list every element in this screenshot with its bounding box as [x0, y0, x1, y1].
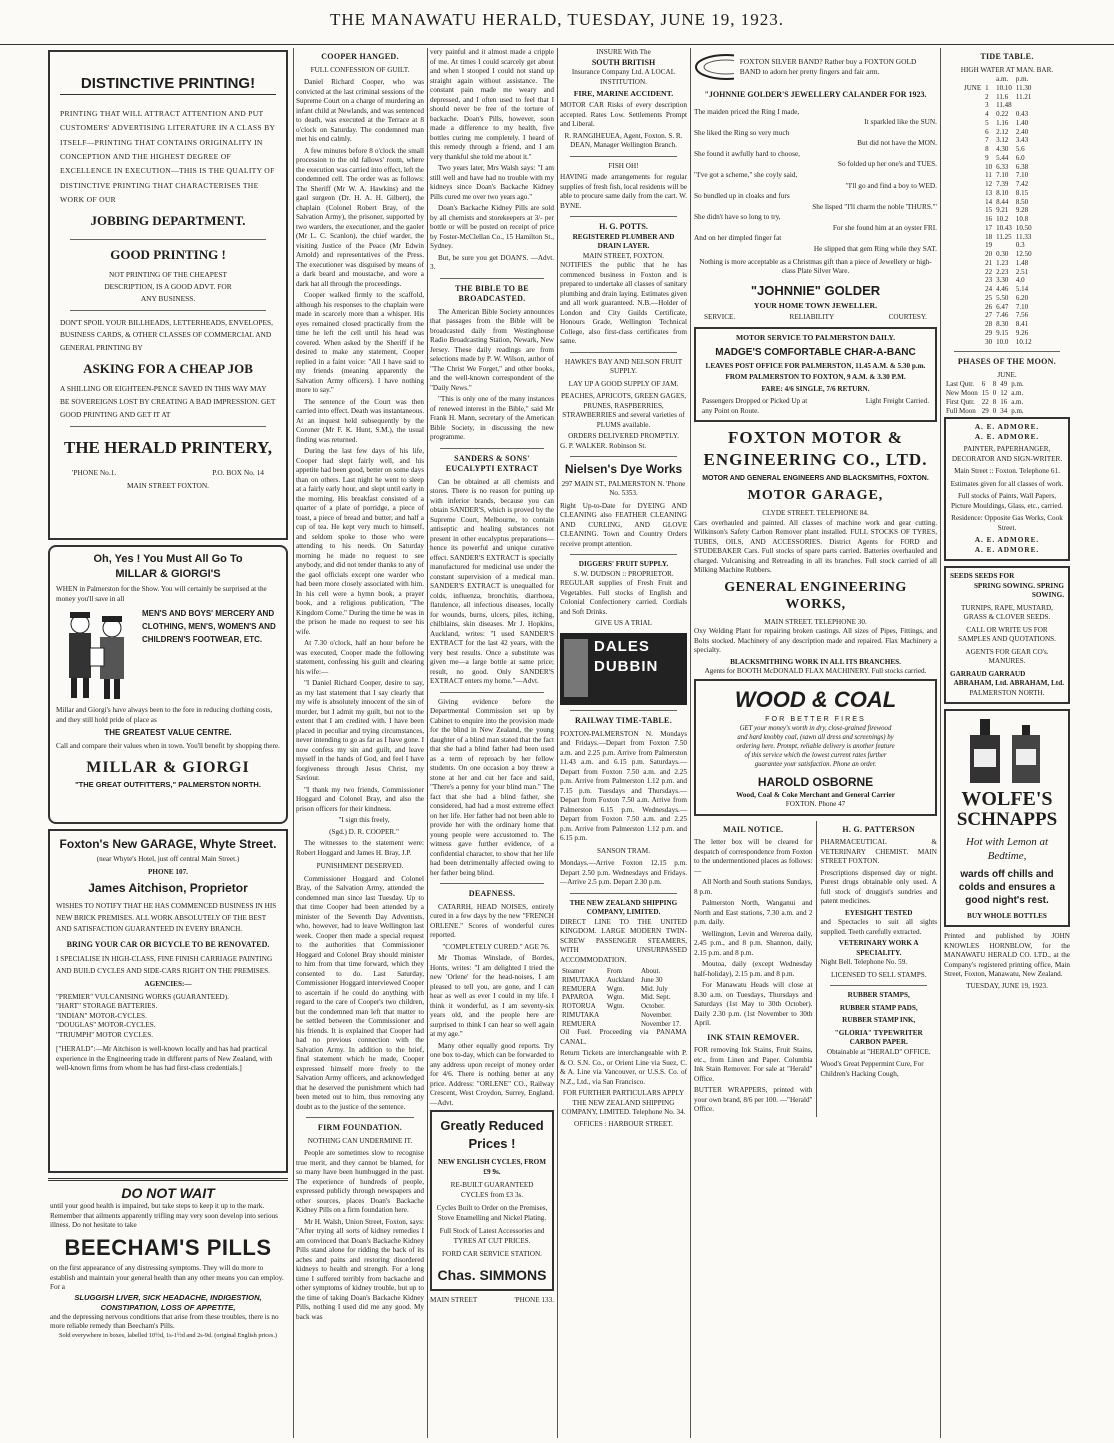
- dales-dubbin-ad: [560, 633, 687, 705]
- foxton-motor-title: FOXTON MOTOR & ENGINEERING CO., LTD.: [703, 428, 928, 469]
- table-row: 4 0.22 0.43: [985, 110, 1029, 119]
- table-row: 27 7.46 7.56: [985, 311, 1029, 320]
- motor-service: MOTOR SERVICE TO PALMERSTON DAILY.: [735, 332, 896, 342]
- millar-centre: THE GREATEST VALUE CENTRE.: [104, 728, 232, 738]
- table-row: Full Moon 29 0 34 p.m.: [946, 406, 1024, 415]
- wolfe-title: WOLFE'S: [961, 787, 1053, 810]
- diggers-proprietor: S. W. DUDSON :: PROPRIETOR.: [573, 569, 674, 578]
- madge-passengers: Passengers Dropped or Picked Up at any Point on Route.: [702, 397, 808, 415]
- dales-title: DALES DUBBIN: [594, 637, 659, 675]
- article-heading: FIRM FOUNDATION.: [317, 1123, 403, 1133]
- night-bell: Night Bell. Telephone No. 59.: [820, 958, 908, 967]
- article-paragraph: But, be sure you get DOAN'S. —Advt. 3.: [430, 253, 554, 271]
- article-paragraph: "I Daniel Richard Cooper, desire to say, as my last statement that I say clearly that my wife is absolutely innocent of the sin of murder, but I admit my guilt, but not to the extent that I am credited with. I have been placed in peculiar and trying circumstances, never intending to go as far as I have gone. I now confess my sin and guilt, and leave myself in the hands of God, and feel I have forgiveness through Jesus Christ, my Saviour.: [296, 679, 424, 783]
- table-row: RIMUTAKA Auckland June 30: [562, 975, 663, 984]
- nzsc-title: THE NEW ZEALAND SHIPPING COMPANY, LIMITED.: [569, 898, 678, 917]
- rubber-stamp-ink: RUBBER STAMP INK,: [842, 1016, 916, 1025]
- beecham-text-3: and the depressing nervous conditions that arise from these troubles, there is no more reliable remedy than Beecham's Pills.: [50, 1312, 279, 1331]
- garage-bring: BRING YOUR CAR OR BICYCLE TO BE RENOVATED.: [66, 939, 270, 949]
- admore-stock: Full stocks of Paints, Wall Papers, Picture Mouldings, Glass, etc., carried.: [951, 492, 1063, 510]
- fish-text: HAVING made arrangements for regular supplies of fresh fish, local residents will be able to procure same daily from the cart. W. BYNE.: [560, 173, 687, 210]
- millar-call: Call and compare their values when in town. You'll benefit by shopping there.: [56, 741, 280, 750]
- article-paragraph: Mr Thomas Winslade, of Bordes, Honts, writes: "I am delighted I tried the new 'Orlene' for the head-noises, I am pleased to tell you, are gone, and I can hear as well as ever I could in my life. I think it wonderful, as I am seventy-six years old, and the people here are surprised to think I can hear so well again at my age.": [430, 954, 554, 1039]
- article-heading: DEAFNESS.: [468, 889, 516, 899]
- seeds-ad: [944, 566, 1070, 704]
- garage-proprietor: James Aitchison, Proprietor: [88, 881, 248, 896]
- potts-name: H. G. POTTS.: [599, 222, 648, 232]
- table-row: First Qutr. 22 8 16 a.m.: [946, 397, 1024, 406]
- calendar-end: Nothing is more acceptable as a Christmas gift than a piece of Jewellery or high-class Plate Silver Ware.: [699, 257, 932, 276]
- simmons-phone: 'PHONE 133.: [514, 1296, 554, 1305]
- article-paragraph: CATARRH, HEAD NOISES, entirely cured in a few days by the new "FRENCH ORLENE." Scores of wonderful cures reported.: [430, 902, 554, 940]
- garage-ad: [48, 829, 288, 1173]
- vet-text: VETERINARY WORK A SPECIALITY.: [838, 939, 919, 957]
- rubber-stamps: RUBBER STAMPS,: [847, 991, 910, 1000]
- diggers-trial: GIVE US A TRIAL: [594, 619, 653, 628]
- table-row: 21 1.23 1.48: [985, 258, 1029, 267]
- foxton-motor-sub: MOTOR AND GENERAL ENGINEERS AND BLACKSMITHS, FOXTON.: [702, 474, 929, 482]
- ink-text: FOR removing Ink Stains, Fruit Stains, etc., from Linen and Paper. Columbia Ink Stain Remover. For sale at "Herald" Office.: [694, 1046, 813, 1083]
- nielsen-text: Right Up-to-Date for DYEING AND CLEANING also FEATHER CLEANING AND CURLING, AND GLOVE CLEANING. Town and Country Orders receive prompt attention.: [560, 501, 687, 548]
- agency-item: "HART" STORAGE BATTERIES.: [56, 1002, 158, 1011]
- article-paragraph: Commissioner Hoggard and Colonel Bray, of the Salvation Army, attended the condemned man since last Tuesday. Up to that time Cooper had been attended by a minister of the Seventh Day Adventists, who, however, had to leave Wellington last week. Cooper then made a special request to the authorities that Commissioner Hoggard and Colonel Bray should minister to him from that time forward, which they consented to do. Last Saturday, Commissioner Hoggard interviewed Cooper to ascertain if he could do anything with regard to the care of Cooper's two children, but the condemned man left that matter to be settled between the Commissioner and his friends. It is explained that Cooper had had no previous connection with the Salvation Army. In addition to the brief, final statement which he made, Cooper expressed himself more freely to the Salvation Army officers, and acknowledged that he deserved the punishment which had been meted out to him, thus removing any doubt as to the justice of the sentence.: [296, 874, 424, 1111]
- article-paragraph: The witnesses to the statement were: Robert Hoggard and James H. Bray, J.P.: [296, 839, 424, 857]
- spring-sowing: SPRING SOWING. SPRING SOWING.: [973, 581, 1064, 600]
- mail-text: Wellington, Levin and Wereroa daily, 2.45 p.m., and 8 p.m. Shannon, daily, 2.15 p.m. and 8 p.m.: [694, 929, 813, 957]
- beecham-wait: DO NOT WAIT: [121, 1185, 215, 1201]
- article-paragraph: Two years later, Mrs Walsh says: "I am still well and have had no trouble with my kidneys since Doan's Backache Kidney Pills cured me over two years ago.": [430, 164, 554, 201]
- article-paragraph: "I thank my two friends, Commissioner Hoggard and Colonel Bray, and also the prison officers for their kindness.: [296, 785, 424, 813]
- article-subheading: NOTHING CAN UNDERMINE IT.: [307, 1136, 413, 1145]
- seed-agents: AGENTS FOR GEAR CO's. MANURES.: [965, 647, 1049, 666]
- mail-text: Palmerston North, Wanganui and North and East stations, 7.30 a.m. and 2 p.m. daily.: [694, 899, 813, 927]
- table-row: 5 1.16 1.40: [985, 118, 1029, 127]
- garraud: GARRAUD GARRAUD: [950, 669, 1026, 678]
- oil-text: Oil Fuel. Proceeding via PANAMA CANAL.: [560, 1028, 687, 1046]
- millar-text: WHEN in Palmerston for the Show. You will certainly be surprised at the money you'll save in all: [56, 585, 267, 603]
- article-paragraph: Mr H. Walsh, Union Street, Foxton, says: "After trying all sorts of kidney remedies I am convinced that Doan's Backache Kidney Pills stand alone for ridding the back of its aches and pains and restoring disordered kidneys to health and strength. For a long time I suffered terribly from backache and other symptoms of kidney trouble, but up to the time of taking Doan's Backache Kidney Pills, nothing I used did me any good. My back was: [296, 1217, 424, 1321]
- admore-name: A. E. ADMORE.: [974, 545, 1040, 554]
- patterson-name: H. G. PATTERSON: [842, 824, 916, 834]
- agency-item: "PREMIER" VULCANISING WORKS (GUARANTEED).: [56, 992, 229, 1001]
- table-row: 13 8.10 8.15: [985, 188, 1029, 197]
- moon-month: JUNE.: [997, 370, 1017, 379]
- golder-word: RELIABILITY: [789, 313, 835, 322]
- millar-ad: [48, 545, 288, 824]
- orders-text: ORDERS DELIVERED PROMPTLY.: [568, 432, 679, 441]
- table-row: 26 6.47 7.10: [985, 302, 1029, 311]
- garage-note: ["HERALD":—Mr Aitchison is well-known locally and has had practical experience in the Engineering trade in different parts of New Zealand, with well-known firms from whom he has had first-class credentials.]: [56, 1045, 273, 1073]
- ford-service: FORD CAR SERVICE STATION.: [442, 1250, 542, 1259]
- table-row: 28 8.30 8.41: [985, 320, 1029, 329]
- south-british: SOUTH BRITISH: [591, 57, 656, 67]
- millar-text-2: Millar and Giorgi's have always been to the fore in reducing clothing costs, and they still hold pride of place as: [56, 706, 273, 724]
- madge-ad: [694, 327, 937, 423]
- article-paragraph: Daniel Richard Cooper, who was convicted at the last criminal sessions of the Supreme Court on a charge of murdering an infant child at Newlands, and was sentenced to death, was executed at the Terrace at 8 o'clock on Saturday. The condemned man met his end calmly.: [296, 78, 424, 144]
- madge-fare: FARE: 4/6 SINGLE, 7/6 RETURN.: [761, 384, 870, 393]
- wolfe-schnapps: SCHNAPPS: [956, 808, 1058, 830]
- article-heading: THE BIBLE TO BE BROADCASTED.: [455, 283, 529, 304]
- osborne-foot: FOXTON. Phone 47: [785, 800, 846, 809]
- offices-text: OFFICES : HARBOUR STREET.: [574, 1119, 673, 1128]
- table-row: 20 0.30 12.50: [985, 250, 1032, 259]
- column-3: [430, 48, 554, 1438]
- golder-word: SERVICE.: [704, 313, 736, 322]
- steamer-table: [560, 967, 687, 1028]
- table-row: 11 7.10 7.10: [985, 171, 1029, 180]
- tide-title: TIDE TABLE.: [980, 52, 1034, 61]
- call-write: CALL OR WRITE US FOR SAMPLES AND QUOTATIONS.: [958, 625, 1056, 644]
- millar-big: MILLAR & GIORGI: [86, 759, 250, 777]
- cycles-new: NEW ENGLISH CYCLES, FROM £9 9s.: [437, 1158, 547, 1176]
- millar-lines: MEN'S AND BOYS' MERCERY AND CLOTHING, MEN'S, WOMEN'S AND CHILDREN'S FOOTWEAR, ETC.: [142, 609, 276, 644]
- table-row: New Moon 15 0 12 a.m.: [946, 389, 1024, 398]
- agency-item: "DOUGLAS" MOTOR-CYCLES.: [56, 1021, 156, 1030]
- wood-coal-text: GET your money's worth in dry, close-grained firewood and hard knobby coal, (sawn all dress and screenings) by ordering here. Prompt, reliable delivery is another feature of this service which the lowest current rates further guarantee your satisfaction. Phone an order.: [736, 725, 895, 768]
- table-row: 18 11.25 11.33: [985, 232, 1032, 241]
- main-street-30: MAIN STREET. TELEPHONE 30.: [764, 617, 867, 626]
- silver-band-text: FOXTON SILVER BAND? Rather buy a FOXTON GOLD BAND to adorn her pretty fingers and fair arm.: [739, 57, 917, 76]
- table-row: 3 11.48: [985, 101, 1012, 110]
- good-text: NOT PRINTING OF THE CHEAPEST DESCRIPTION, IS A GOOD ADVT. FOR ANY BUSINESS.: [104, 270, 232, 303]
- footer-date: TUESDAY, JUNE 19, 1923.: [966, 981, 1048, 990]
- ink-title: INK STAIN REMOVER.: [707, 1032, 800, 1042]
- article-paragraph: Many other equally good reports. Try one box to-day, which can be forwarded to any address upon receipt of money order for 4/6. There is nothing better at any price. Address: "ORLENE" CO., Railway Crescent, West Croydon, Surrey, England.—Advt.: [430, 1041, 554, 1107]
- table-row: 17 10.43 10.50: [985, 223, 1032, 232]
- article-heading: PUNISHMENT DESERVED.: [316, 862, 404, 871]
- general-engineering-title: GENERAL ENGINEERING WORKS,: [724, 579, 907, 612]
- mail-text: Moutoa, daily (except Wednesday half-holiday), 2.15 p.m. and 8 p.m.: [694, 960, 813, 978]
- printer-notice: Printed and published by JOHN KNOWLES HORNBLOW, for the MANAWATU HERALD CO. LTD., at the Company's registered printing office, Main Street, Foxton, Manawatu, New Zealand.: [944, 932, 1070, 979]
- sanson-title: SANSON TRAM.: [597, 846, 650, 855]
- masthead-title: THE MANAWATU HERALD, TUESDAY, JUNE 19, 1923.: [329, 10, 785, 29]
- wolfe-lemon: Hot with Lemon at Bedtime,: [965, 835, 1049, 863]
- article-paragraph: Giving evidence before the Departmental Commission set up by Cabinet to enquire into the provision made for the blind in New Zealand, the young daughter of a blind man stated that the fact that she had a blind father had been used as a term of reproach by her fellow students. On one occasion a boy threw a stone at her and cut her face and said, "There's a penny for your blind man." The fact that she had a blind father, she considered, had had a most extreme effect on her life. Her father had not been able to provide her with the ordinary home that young people were accustomed to. The witness gave further evidence, of a confidential character, to show that her life had been detrimentally affected owing to her father being blind.: [430, 697, 554, 877]
- table-row: 16 10.2 10.8: [985, 215, 1029, 224]
- admore-name: A. E. ADMORE.: [974, 536, 1040, 545]
- shilling-text: A SHILLING OR EIGHTEEN-PENCE SAVED IN THIS WAY MAY BE SOVEREIGNS LOST BY CREATING A BAD IMPRESSION. GET GOOD PRINTING AND GET IT AT: [60, 384, 276, 419]
- mail-text: All North and South stations Sundays, 8 p.m.: [694, 878, 813, 896]
- dubbin-tin-image: [564, 639, 588, 697]
- column-5: [694, 48, 937, 1438]
- garage-phone: PHONE 107.: [148, 867, 188, 876]
- hawkes-bay: HAWKE'S BAY AND NELSON FRUIT SUPPLY.: [564, 357, 683, 376]
- table-row: REMUERA Wgtn. Mid. July: [562, 984, 668, 993]
- printery-pobox: P.O. BOX No. 14: [212, 467, 264, 477]
- beecham-text: until your good health is impaired, but take steps to keep it up to the mark. Remember that ailments apparently trifling may very soon develop into serious illness. Do not hesitate to take: [50, 1202, 278, 1230]
- seeds-title: SEEDS SEEDS FOR: [950, 572, 1015, 581]
- table-row: ROTORUA Wgtn. October.: [562, 1002, 665, 1011]
- nielsen-title: Nielsen's Dye Works: [564, 462, 683, 477]
- article-paragraph: Cooper walked firmly to the scaffold, although his responses to the chaplain were made in scarcely more than a whisper. His eyes remained closed practically from the time he left the cell until his head was covered. When asked by the Sheriff if he desired to make any statement, Cooper replied in a faint voice: "All I have said to my friends (meaning apparently the Salvation Army officers). I have nothing more to say.": [296, 291, 424, 395]
- simmons-street: MAIN STREET: [430, 1296, 478, 1305]
- table-row: 14 8.44 8.50: [985, 197, 1029, 206]
- fish-heading: FISH OH!: [608, 161, 639, 170]
- column-rule: [690, 48, 691, 1438]
- article-paragraph: very painful and it almost made a cripple of me. At times I could scarcely get about and when I stooped I could not stand up straight again without assistance. The constant pain made me weary and depressed, and I often used to feel that I should never be free of the torture of backache. Doan's Pills, however, soon made a difference to my health, five bottles curing me completely. I heard of this remedy through a friend, and I am very thankful she told me about it.": [430, 48, 554, 161]
- fire-marine: FIRE, MARINE ACCIDENT.: [573, 89, 674, 99]
- butter-text: BUTTER WRAPPERS, printed with your own brand, 8/6 per 100. —"Herald" Office.: [694, 1086, 813, 1114]
- table-row: 23 3.30 4.0: [985, 276, 1025, 285]
- further-text: FOR FURTHER PARTICULARS APPLY THE NEW ZEALAND SHIPPING COMPANY, LIMITED. Telephone No. 34.: [561, 1089, 686, 1117]
- article-paragraph: The American Bible Society announces that passages from the Bible will be broadcasted daily from Westinghouse Radio Broadcasting Station, Newark, New Jersey. These daily readings are from selections made by P. W. Wilson, author of "The Christ We Forget," and other books, and the well-known correspondent of the "Daily News.": [430, 307, 554, 392]
- diggers-title: DIGGERS' FRUIT SUPPLY.: [578, 560, 669, 569]
- beecham-ad: [48, 1178, 288, 1343]
- beecham-text-2: on the first appearance of any distressing symptoms. They will do more to establish and maintain your general health than any other means you can employ. For a: [50, 1264, 284, 1291]
- table-row: 15 9.21 9.28: [985, 206, 1029, 215]
- article-paragraph: Doan's Backache Kidney Pills are sold by all chemists and storekeepers at 3/- per bottle or will be posted on receipt of price by Foster-McClellan Co., 15 Hamilton St., Sydney.: [430, 204, 554, 250]
- blacksmithing: BLACKSMITHING WORK IN ALL ITS BRANCHES.: [730, 657, 901, 666]
- garage-text: WISHES TO NOTIFY THAT HE HAS COMMENCED BUSINESS IN HIS NEW BRICK PREMISES. ALL WORK ABSOLUTELY OF THE BEST AND SATISFACTION GUARANTEED IN EVERY BRANCH.: [56, 902, 277, 934]
- masthead: [0, 0, 1114, 45]
- good-printing: GOOD PRINTING !: [110, 246, 226, 262]
- article-paragraph: A few minutes before 8 o'clock the small procession to the old fallows' room, where the execution was carried into effect, left the condemned cell. The order was as follows: The Sheriff (Mr W. A. Hawkins) and the gaol surgeon (Dr. H. A. H. Gilbert), the chaplain (Colonel Robert Bray, of the Salvation Army), the prisoner, supported by two warders, the executioner, and the gaoler (Mr L. C. Scanlon), the chief warder, the visiting Justice of the Peace (Mr Edwin Arnold) and representatives of the Press. The executioner was disguised by means of a dark beard and moustache, and wore a dark hat all through the proceedings.: [296, 146, 424, 288]
- wolfe-buy: BUY WHOLE BOTTLES: [967, 911, 1047, 920]
- nzsc-text: DIRECT LINE TO THE UNITED KINGDOM. LARGE MODERN TWIN-SCREW PASSENGER STEAMERS, WITH UNSURPASSED ACCOMMODATION.: [560, 917, 687, 964]
- table-row: PAPAROA Wgtn. Mid. Sept.: [562, 993, 671, 1002]
- millar-outfitters: "THE GREAT OUTFITTERS," PALMERSTON NORTH.: [75, 780, 261, 790]
- sb-text: Insurance Company Ltd. A LOCAL INSTITUTION.: [571, 68, 676, 86]
- palmerston: PALMERSTON NORTH.: [969, 688, 1045, 697]
- dont-spoil: DON'T SPOIL YOUR BILLHEADS, LETTERHEADS, ENVELOPES, BUSINESS CARDS, & OTHER CLASSES OF COMMERCIAL AND GENERAL PRINTING BY: [60, 317, 273, 352]
- wolfe-chills: wards off chills and colds and ensures a good night's rest.: [958, 868, 1056, 906]
- admore-est: Estimates given for all classes of work.: [950, 479, 1064, 488]
- high-water: HIGH WATER AT MAN. BAR.: [960, 65, 1054, 74]
- article-paragraph: "COMPLETELY CURED." AGE 76.: [442, 942, 550, 951]
- table-row: 6 2.12 2.40: [985, 127, 1029, 136]
- general-text: Oxy Welding Plant for repairing broken castings. All sizes of Pipes, Fittings, and Bolts stocked. Machinery of any description made and repaired. Flax Machinery a specialty.: [694, 627, 937, 655]
- asking-text: ASKING FOR A CHEAP JOB: [83, 361, 253, 377]
- article-paragraph: At 7.30 o'clock, half an hour before he was executed, Cooper made the following statement, confessing his guilt and clearing his wife:—: [296, 639, 424, 676]
- golder-word: COURTESY.: [888, 313, 927, 322]
- patterson-sub: PHARMACEUTICAL & VETERINARY CHEMIST. MAIN STREET FOXTON.: [820, 838, 937, 866]
- madge-leaves: LEAVES POST OFFICE FOR PALMERSTON, 11.45 A.M. & 5.30 p.m.: [705, 361, 926, 370]
- column-rule: [427, 48, 428, 1438]
- mail-text: For Manawatu Heads will close at 8.30 a.m. on Tuesdays, Thursdays and Saturdays (1st May to 30th October). Daily 2.30 p.m. (1st November to 30th April.: [694, 981, 813, 1028]
- article-subheading: FULL CONFESSION OF GUILT.: [310, 65, 410, 74]
- column-rule: [293, 48, 294, 1438]
- agency-item: "INDIAN" MOTOR-CYCLES.: [56, 1011, 147, 1020]
- insure-text: INSURE With The: [596, 48, 651, 56]
- madge-freight: Light Freight Carried.: [865, 397, 929, 406]
- gloria-text: "GLORIA" TYPEWRITER CARBON PAPER.: [834, 1028, 923, 1047]
- bracelet-icon: [694, 52, 734, 82]
- diggers-text: REGULAR supplies of Fresh Fruit and Vegetables. Full stocks of English and Colonial Confectionery carried. Cordials and Soft Drinks.: [560, 579, 687, 616]
- table-row: 7 3.12 3.43: [985, 136, 1029, 145]
- table-row: 8 4.30 5.6: [985, 145, 1025, 154]
- column-6: [944, 48, 1070, 1438]
- table-row: 30 10.0 10.12: [985, 337, 1032, 346]
- garage-spec: I SPECIALISE IN HIGH-CLASS, FINE FINISH CARRIAGE PAINTING AND BUILD CYCLES AND SIDE-CARS RIGHT ON THE PREMISES.: [56, 955, 273, 975]
- article-paragraph: People are sometimes slow to recognise true merit, and they cannot be blamed, for so many have been humbugged in the past. The experience of hundreds of people, expressed publicly through newspapers and other sources, places Doan's Backache Kidney Pills on a firm foundation here.: [296, 1149, 424, 1215]
- column-rule: [940, 48, 941, 1438]
- potts-text: NOTIFIES the public that he has commenced business in Foxton and is prepared to undertake all classes of sanitary plumbing and drain laying. Estimates given and all work guaranteed. N.B.—Holder of London and City Guilds Certificate, Honours Grade, Wellington Technical College, also first-class certificates from same.: [560, 261, 687, 346]
- potts-addr: MAIN STREET, FOXTON.: [582, 251, 665, 260]
- potts-sub: REGISTERED PLUMBER AND DRAIN LAYER.: [572, 232, 675, 251]
- admore-text: PAINTER, PAPERHANGER, DECORATOR AND SIGN-WRITER.: [951, 445, 1063, 463]
- jobbing-title: JOBBING DEPARTMENT.: [90, 212, 246, 228]
- table-row: 10 6.33 6.38: [985, 162, 1029, 171]
- clyde-street: CLYDE STREET. TELEPHONE 84.: [762, 509, 869, 518]
- column-4: [560, 48, 687, 1438]
- garage-text: Cars overhauled and painted. All classes of machine work and gear cutting. Wilkinson's Safety Carbon Remover plant installed. FULL STOCKS OF TYRES, TUBES, OILS, AND ACCESSORIES. District Agents for FORD and STUDEBAKER Cars. Full stocks of spare parts carried. Batteries overhauled and charged. Vulcanising and Retreading in all its branches. Full stock carried of all Milking Machine Rubbers.: [694, 518, 937, 575]
- table-row: 24 4.46 5.14: [985, 285, 1029, 294]
- wood-coal-ad: [694, 679, 937, 816]
- wood-coal-sub: FOR BETTER FIRES: [765, 713, 866, 723]
- article-paragraph: "This is only one of the many instances of renewed interest in the Bible," said Mr Frank H. Mann, secretary of the American Bible Society, in discussing the new programme.: [430, 395, 554, 442]
- millar-headline: Oh, Yes ! You Must All Go To: [93, 553, 243, 565]
- agency-item: "TRIUMPH" MOTOR CYCLES.: [56, 1030, 153, 1039]
- agencies-title: AGENCIES:—: [144, 980, 192, 989]
- article-paragraph: (Sgd.) D. R. COOPER.": [329, 827, 399, 836]
- table-row: Last Qutr. 6 8 49 p.m.: [946, 380, 1024, 389]
- mail-title: MAIL NOTICE.: [722, 824, 784, 834]
- simmons-ad: [430, 1110, 554, 1291]
- beecham-sold: Sold everywhere in boxes, labelled 10½d, 1s-1½d and 2s-9d. (original English prices.): [58, 1331, 278, 1339]
- table-row: 25 5.50 6.20: [985, 293, 1029, 302]
- simmons-name: Chas. SIMMONS: [437, 1266, 547, 1283]
- table-row: JUNE 1 10.10 11.30: [964, 83, 1032, 92]
- millar-name: MILLAR & GIORGI'S: [115, 567, 221, 580]
- column-1: [48, 48, 288, 1438]
- column-rule: [557, 48, 558, 1438]
- walker-text: G. P. WALKER. Robinson St.: [560, 441, 647, 450]
- garage-title: Foxton's New GARAGE, Whyte Street.: [59, 837, 277, 851]
- nielsen-addr: 297 MAIN ST., PALMERSTON N. 'Phone No. 5353.: [561, 479, 686, 498]
- admore-ad: [944, 417, 1070, 561]
- fruits-text: PEACHES, APRICOTS, GREEN GAGES, PRUNES, RASPBERRIES, STRAWBERRIES and several varieties of PLUMS available.: [561, 392, 686, 429]
- printing-ad: [48, 50, 288, 540]
- return-text: Return Tickets are interchangeable with P. & O. S.N. Co., or Orient Line via Suez, C. & A. Line via Vancouver, or U.S.S. Co. of N.Z., Ltd., via San Francisco.: [560, 1049, 687, 1086]
- tide-table: [962, 75, 1034, 346]
- printery-street: MAIN STREET FOXTON.: [126, 481, 210, 491]
- article-paragraph: During the last few days of his life, Cooper had slept fairly well, and his appetite had been good, better on some days than on others. Last night he went to sleep at a fairly early hour, and slept until early in the morning. His breakfast consisted of a quarter of a plate of porridge, a piece of toast, a piece of bread and butter, and half a cup of tea. He kept very much to himself, and seldom spoke to those who were attending to his needs. On Saturday morning he made no request to see anybody, and did not tender thanks to any of the gaol officials except one warder who had been more closely associated with him. In his cell were a hymn book, a prayer book, and a religious publication, "The Kingdom Come." During the time he was in the prison he made no request to see his wife.: [296, 447, 424, 636]
- sanson-text: Mondays.—Arrive Foxton 12.15 p.m. Depart 2.50 p.m. Wednesdays and Fridays.—Arrive 2.5 p.m. Depart 2.30 p.m.: [560, 859, 687, 887]
- table-row: Steamer From About.: [562, 967, 661, 976]
- printery-title: THE HERALD PRINTERY,: [63, 438, 272, 458]
- osborne-sub: Wood, Coal & Coke Merchant and General Carrier: [736, 790, 895, 799]
- article-heading: COOPER HANGED.: [321, 52, 399, 61]
- railway-text: FOXTON-PALMERSTON N. Mondays and Fridays.—Depart from Foxton 7.50 a.m. and 2.25 p.m. Arrive from Palmerston 11.43 a.m. and 6.15 p.m. Saturdays.—Depart from Foxton 7.50 a.m. and 2.25 p.m. Arrive from Palmerston 1.12 p.m. and 7.15 p.m. Tuesdays and Thursdays.—Depart from Foxton 7.50 a.m. Arrive from Palmerston 6.15 p.m. Wednesdays.—Depart from Foxton 7.50 a.m. and 2.25 p.m. Arrive from Palmerston 1.12 p.m. and 6.15 p.m.: [560, 729, 687, 843]
- seed-items: TURNIPS, RAPE, MUSTARD, GRASS & CLOVER SEEDS.: [961, 603, 1053, 622]
- madge-from: FROM PALMERSTON TO FOXTON, 9 A.M. & 3.30 P.M.: [725, 373, 906, 382]
- railway-title: RAILWAY TIME-TABLE.: [575, 715, 672, 725]
- article-paragraph: The sentence of the Court was then carried into effect. Death was instantaneous. At an inquest held subsequently by the Coroner (Mr F. K. Hunt, S.M.), the usual finding was returned.: [296, 397, 424, 444]
- admore-res: Residence: Opposite Gas Works, Cook Street.: [951, 514, 1063, 532]
- table-row: 9 5.44 6.0: [985, 153, 1025, 162]
- motor-risks: MOTOR CAR Risks of every description accepted. Rates Low. Settlements Prompt and Liberal.: [560, 101, 687, 129]
- schnapps-bottle-image: [950, 715, 1062, 785]
- table-row: 2 11.6 11.21: [985, 92, 1032, 101]
- table-row: RIMUTAKA November.: [562, 1010, 672, 1019]
- table-row: 19 0.3: [985, 241, 1025, 250]
- obtainable-text: Obtainable at "HERALD" OFFICE.: [826, 1047, 931, 1056]
- table-row: 12 7.39 7.42: [985, 180, 1029, 189]
- printery-phone: 'PHONE No.1.: [72, 467, 117, 477]
- motor-garage-title: MOTOR GARAGE,: [747, 488, 884, 504]
- moon-title: PHASES OF THE MOON.: [957, 357, 1057, 367]
- peppermint-text: Wood's Great Peppermint Cure, For Children's Hacking Cough,: [820, 1060, 924, 1078]
- booth-agents: Agents for BOOTH McDONALD FLAX MACHINERY. Full stocks carried.: [704, 667, 927, 676]
- printing-title: DISTINCTIVE PRINTING!: [60, 74, 276, 95]
- wolfe-ad: [944, 709, 1070, 927]
- osborne-name: HAROLD OSBORNE: [757, 774, 874, 789]
- rubber-stamp-pads: RUBBER STAMP PADS,: [839, 1003, 918, 1012]
- mail-text: The letter box will be cleared for despatch of correspondence from Foxton to the undermentioned places as follows:—: [694, 838, 813, 875]
- golder-name: "JOHNNIE" GOLDER: [750, 282, 881, 298]
- greatly-reduced: Greatly Reduced Prices !: [440, 1118, 544, 1151]
- admore-name: A. E. ADMORE.: [974, 423, 1040, 432]
- column-2: [296, 48, 424, 1438]
- eyesight-title: EYESIGHT TESTED: [845, 908, 913, 917]
- madge-title: MADGE'S COMFORTABLE CHAR-A-BANC: [715, 346, 916, 358]
- admore-name: A. E. ADMORE.: [974, 432, 1040, 441]
- moon-table: [944, 380, 1026, 415]
- table-row: 29 9.15 9.26: [985, 328, 1029, 337]
- calendar-title: "JOHNNIE GOLDER'S JEWELLERY CALANDER FOR 1923.: [704, 90, 927, 99]
- article-paragraph: "I sign this freely,: [338, 816, 390, 825]
- cycles-stock: Full Stock of Latest Accessories and TYRES AT CUT PRICES.: [439, 1227, 545, 1245]
- beecham-ills: SLUGGISH LIVER, SICK HEADACHE, INDIGESTION, CONSTIPATION, LOSS OF APPETITE,: [74, 1292, 262, 1312]
- wood-coal-title: WOOD & COAL: [734, 686, 897, 712]
- abraham: ABRAHAM, Ltd. ABRAHAM, Ltd.: [953, 679, 1064, 688]
- eyesight-text: and Spectacles to suit all sights supplied. Teeth carefully extracted.: [820, 918, 937, 936]
- table-row: a.m. p.m.: [996, 75, 1029, 84]
- printing-text: PRINTING THAT WILL ATTRACT ATTENTION AND PUT CUSTOMERS' ADVERTISING LITERATURE IN A CLASS BY ITSELF—PRINTING THAT CONTAINS ORIGINALITY IN CONCEPTION AND THE HIGHEST DEGREE OF EXCELLENCE IN EXECUTION—THIS IS THE QUALITY OF DISTINCTIVE PRINTING THAT CHARACTERISES THE WORK OF OUR: [60, 108, 275, 205]
- golder-sub: YOUR HOME TOWN JEWELLER.: [753, 300, 878, 310]
- jam-text: LAY UP A GOOD SUPPLY OF JAM.: [568, 379, 679, 388]
- article-heading: SANDERS & SONS' EUCALYPTI EXTRACT: [445, 453, 539, 474]
- shoppers-illustration: [56, 608, 136, 703]
- garage-sub: (near Whyte's Hotel, just off central Main Street.): [96, 855, 240, 864]
- patterson-text: Prescriptions dispensed day or night. Purest drugs obtainable only used. A full stock of druggist's sundries and patent medicines.: [820, 868, 937, 906]
- admore-addr: Main Street :: Foxton. Telephone 61.: [954, 467, 1060, 476]
- table-row: REMUERA November 17.: [562, 1019, 681, 1028]
- cycles-rebuilt: RE-BUILT GUARANTEED CYCLES from £3 3s.: [450, 1181, 534, 1199]
- table-row: 22 2.23 2.51: [985, 267, 1029, 276]
- calendar-verse: The maiden priced the Ring I made, It sparkled like the SUN. She liked the Ring so very much But did not have the MON. She found it awfully hard to choose, So folded up her one's and TUES. "I've got a scheme," she coyly said, "I'll go and find a boy to WED. So bundled up in cloaks and furs She lisped "I'll charm the noble 'THURS.'" She didn't have so long to try, For she found him at an oyster FRI. And on her dimpled finger fat He slipped that gem Ring while they SAT.: [694, 106, 937, 254]
- beecham-big: BEECHAM'S PILLS: [64, 1234, 272, 1260]
- article-paragraph: Can be obtained at all chemists and stores. There is no reason for putting up with inferior brands, because you can obtain SANDER'S, which is proved by the Supreme Court, Melbourne, to contain antiseptic and healing substances not present in other eucalyptus preparations—hence its powerful and unique curative effect. SANDER'S EXTRACT is specially manufactured for medicinal use under the constant supervision of a medical man. SANDER'S EXTRACT is unequalled for colds, influenza, bronchitis, diarrhoea, flatulence, all infectious diseases, locally for wounds, burns, ulcers, piles, itching, chilblains, skin diseases. Mr J. Hopkins, Auckland, writes: "I used SANDER'S EXTRACT for the last 42 years, with the very best results. Once a substitute was given me—a large bottle at same price; result, no good. Only SANDER'S EXTRACT enters my home."—Advt.: [430, 477, 554, 686]
- cycles-built: Cycles Built to Order on the Premises, Stove Enamelling and Nickel Plating.: [436, 1204, 548, 1222]
- sb-agents: R. RANGIHEUEA, Agent, Foxton. S. R. DEAN, Manager Wellington Branch.: [564, 131, 683, 150]
- licensed-text: LICENSED TO SELL STAMPS.: [830, 970, 927, 979]
